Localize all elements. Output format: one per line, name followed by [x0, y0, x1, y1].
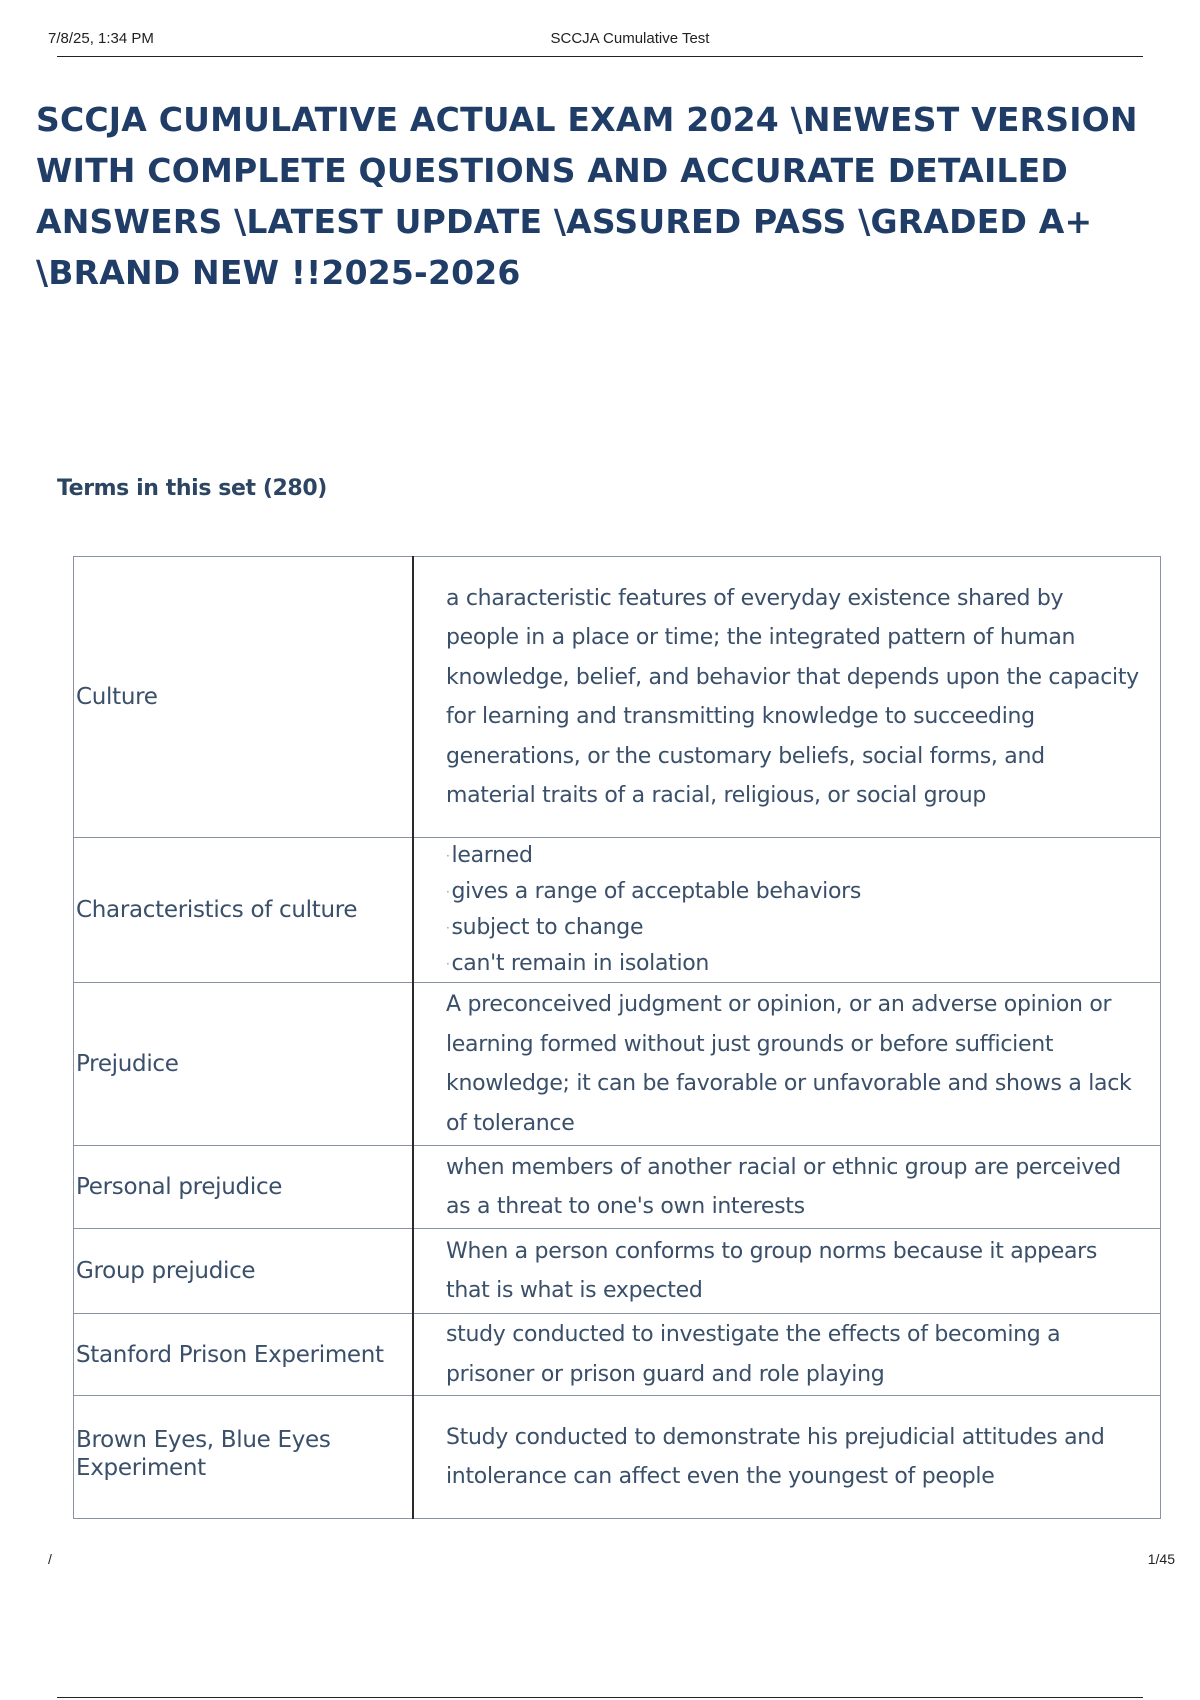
print-header — [0, 0, 1200, 60]
table-row — [74, 557, 1161, 838]
table-row — [74, 1314, 1161, 1396]
document-title: SCCJA CUMULATIVE ACTUAL EXAM 2024 \NEWEST VERSION WITH COMPLETE QUESTIONS AND ACCURATE DETAILED ANSWERS \LATEST UPDATE \ASSURED PASS \GRADED A+ \BRAND NEW !!2025-2026 — [36, 100, 1138, 292]
print-date: 7/8/25, 1:34 PM — [48, 30, 154, 47]
definition-cell: when members of another racial or ethnic group are perceived as a threat to one's own interests — [413, 1146, 1161, 1229]
term-cell: Stanford Prison Experiment — [74, 1314, 414, 1396]
definition-cell: A preconceived judgment or opinion, or an adverse opinion or learning formed without just grounds or before sufficient knowledge; it can be favorable or unfavorable and shows a lack of tolerance — [413, 983, 1161, 1146]
term-cell: Group prejudice — [74, 1229, 414, 1314]
definition-cell — [413, 838, 1161, 983]
header-divider — [57, 56, 1143, 57]
print-footer-url: / — [48, 1551, 52, 1567]
table-row — [74, 1396, 1161, 1519]
table-row — [74, 838, 1161, 983]
definition-cell: a characteristic features of everyday existence shared by people in a place or time; the integrated pattern of human knowledge, belief, and behavior that depends upon the capacity for learning and transmitting knowledge to succeeding generations, or the customary beliefs, social forms, and material traits of a racial, religious, or social group — [413, 557, 1161, 838]
table-row — [74, 1146, 1161, 1229]
definition-cell: When a person conforms to group norms because it appears that is what is expected — [413, 1229, 1161, 1314]
terms-count-heading: Terms in this set (280) — [57, 476, 327, 501]
page-number: 1/45 — [1147, 1551, 1175, 1567]
definition-list — [446, 838, 1140, 982]
definition-cell: Study conducted to demonstrate his prejudicial attitudes and intolerance can affect even the youngest of people — [413, 1396, 1161, 1519]
term-cell: Brown Eyes, Blue Eyes Experiment — [74, 1396, 414, 1519]
print-page-title: SCCJA Cumulative Test — [550, 30, 710, 47]
page-bottom-divider — [57, 1697, 1143, 1698]
list-item: · learned — [446, 838, 1140, 874]
list-item: · gives a range of acceptable behaviors — [446, 874, 1140, 910]
table-row — [74, 1229, 1161, 1314]
term-cell: Prejudice — [74, 983, 414, 1146]
list-item: · can't remain in isolation — [446, 946, 1140, 982]
table-row — [74, 983, 1161, 1146]
term-cell: Characteristics of culture — [74, 838, 414, 983]
list-item: · subject to change — [446, 910, 1140, 946]
terms-table — [73, 556, 1161, 1519]
term-cell: Personal prejudice — [74, 1146, 414, 1229]
term-cell: Culture — [74, 557, 414, 838]
definition-cell: study conducted to investigate the effects of becoming a prisoner or prison guard and role playing — [413, 1314, 1161, 1396]
